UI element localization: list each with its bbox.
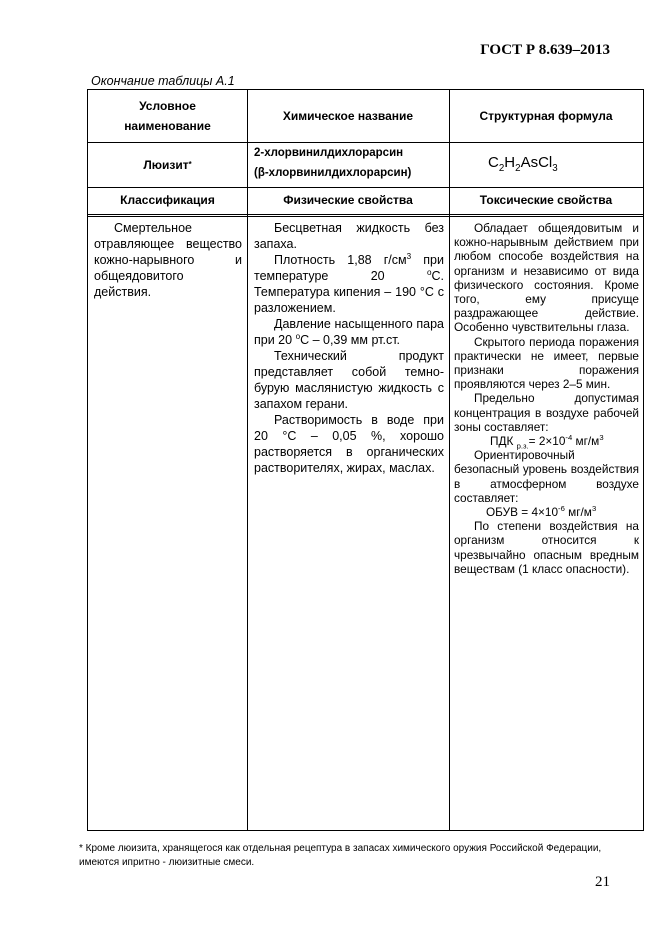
header-toxic-properties: Токсические свойства xyxy=(479,193,613,207)
footnote: * Кроме люизита, хранящегося как отдельная рецептура в запасах химического оружия Российской Федерации, имеются ипритно - люизитные смеси. xyxy=(79,843,602,868)
physical-properties-text xyxy=(254,220,444,476)
physical-p4: Технический продукт представляет собой темно-бурую маслянистую жидкость с запахом герани. xyxy=(254,349,444,411)
header-classification: Классификация xyxy=(120,193,215,207)
obuv-value: ОБУВ = $4\times 10^{-6}$ $мг/м^3$ xyxy=(486,504,597,520)
table-caption: Окончание таблицы А.1 xyxy=(91,74,235,88)
row-divider-3 xyxy=(88,214,643,217)
substance-name-cell: Люизит * xyxy=(143,157,192,172)
toxic-p4: Ориентировочный безопасный уровень воздействия в атмосферном воздухе составляет: xyxy=(454,448,639,505)
standard-number: ГОСТ Р 8.639–2013 xyxy=(480,42,610,58)
toxic-p5: По степени воздействия на организм относится к чрезвычайно опасным вредным веществам (1 класс опасности). xyxy=(454,519,639,576)
toxic-p1: Обладает общеядовитым и кожно-нарывным действием при любом способе воздействия на организм и независимо от вида физического состояния. Кроме того, ему присуще раздражающее действие. Особенно чувствительны глаза. xyxy=(454,221,639,335)
physical-p3: Давление насыщенного пара при 20 $^о$С – 0,39 мм рт.ст. xyxy=(254,317,444,347)
substance-name: Люизит xyxy=(143,157,189,172)
physical-p1: Бесцветная жидкость без запаха. xyxy=(254,221,444,251)
chemical-name-cell xyxy=(254,143,446,187)
chemical-name-line-2: (β-хлорвинилдихлорарсин) xyxy=(254,167,412,179)
page-number: 21 xyxy=(595,874,610,890)
toxic-properties-text xyxy=(454,221,639,576)
toxic-p2: Скрытого периода поражения практически не имеет, первые признаки поражения проявляются через 2–5 мин. xyxy=(454,334,639,392)
header-designation: Условное наименование xyxy=(124,99,211,133)
structural-formula: $C_2H_2AsCl_3$ xyxy=(488,154,558,174)
physical-p5: Растворимость в воде при 20 °С – 0,05 %, хорошо растворяется в органических растворителях, жирах, маслах. xyxy=(254,413,444,475)
toxic-p3: Предельно допустимая концентрация в воздухе рабочей зоны составляет: xyxy=(454,391,639,434)
pdk-value: ПДК $_{р.з.}= 2\times 10^{-4}$ $мг/м^3$ xyxy=(490,433,604,451)
chemical-name-line-1: 2-хлорвинилдихлорарсин xyxy=(254,147,404,159)
header-structural-formula: Структурная формула xyxy=(479,109,613,123)
physical-p2: Плотность 1,88 $г/см^3$ при температуре 20 $^о$С. Температура кипения – 190 °С с разложением. xyxy=(254,251,444,315)
header-physical-properties: Физические свойства xyxy=(283,193,413,207)
classification-text: Смертельное отравляющее вещество кожно-нарывного и общеядовитого действия. xyxy=(94,221,242,299)
header-chemical-name: Химическое название xyxy=(282,109,414,123)
data-table xyxy=(87,89,644,831)
